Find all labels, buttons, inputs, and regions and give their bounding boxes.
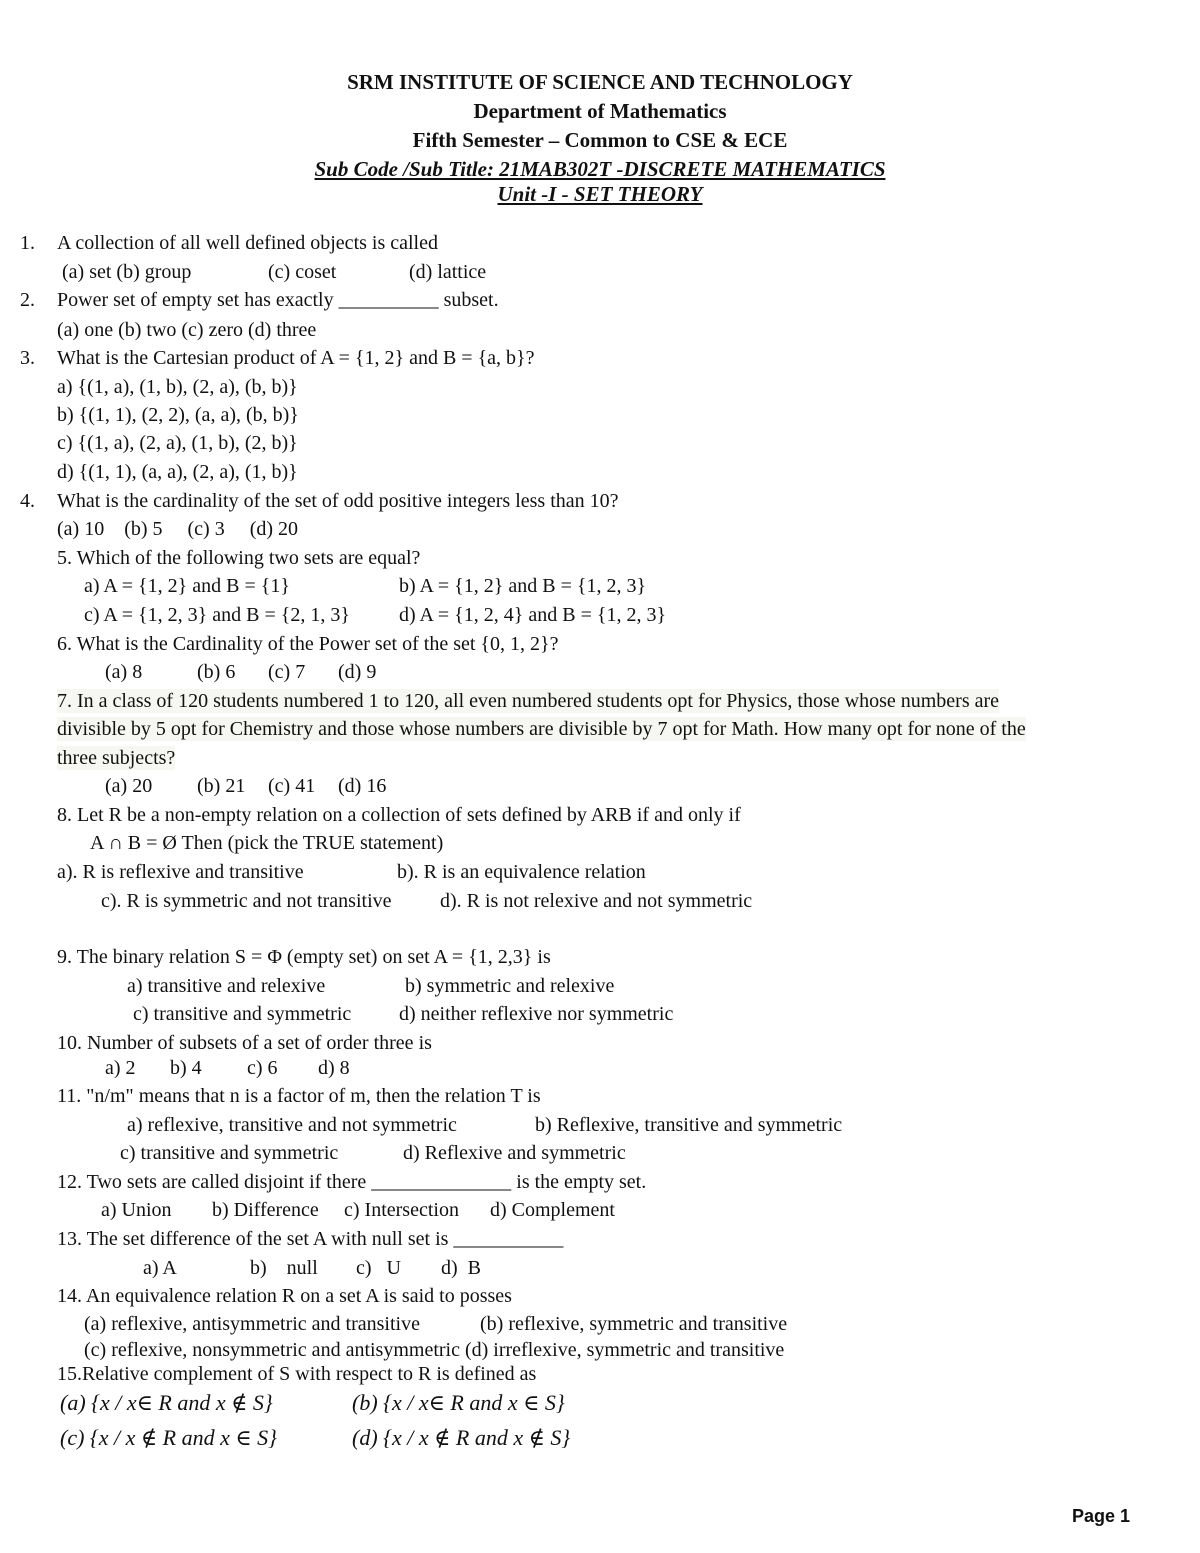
semester-title: Fifth Semester – Common to CSE & ECE bbox=[412, 128, 788, 152]
option: a) {(1, a), (1, b), (2, a), (b, b)} bbox=[57, 376, 298, 398]
option: d). R is not relexive and not symmetric bbox=[440, 890, 753, 912]
question-text: What is the cardinality of the set of odd positive integers less than 10? bbox=[57, 490, 619, 512]
option-row: (a) one (b) two (c) zero (d) three bbox=[57, 319, 317, 341]
option: (b) 21 bbox=[197, 775, 246, 797]
option: (a) 20 bbox=[105, 775, 153, 797]
option: a) A = {1, 2} and B = {1} bbox=[84, 575, 290, 597]
option: c) Intersection bbox=[344, 1199, 459, 1221]
option: a) transitive and relexive bbox=[127, 975, 326, 997]
option: (c) reflexive, nonsymmetric and antisymmetric (d) irreflexive, symmetric and transitive bbox=[84, 1339, 785, 1361]
option: c) 6 bbox=[247, 1057, 278, 1079]
institute-title: SRM INSTITUTE OF SCIENCE AND TECHNOLOGY bbox=[347, 70, 853, 94]
option: (c) {x / x ∉ R and x ∈ S} bbox=[60, 1425, 277, 1450]
option: (c) 41 bbox=[268, 775, 316, 797]
question-text: 7. In a class of 120 students numbered 1 to 120, all even numbered students opt for Physics, those whose numbers are bbox=[57, 690, 1000, 712]
option: a) Union bbox=[101, 1199, 172, 1221]
question-text: three subjects? bbox=[57, 747, 176, 769]
option: a) A bbox=[143, 1257, 177, 1279]
option: (d) {x / x ∉ R and x ∉ S} bbox=[352, 1425, 571, 1450]
question-text: A collection of all well defined objects is called bbox=[57, 232, 438, 254]
option: b) Difference bbox=[212, 1199, 319, 1221]
option: d) Complement bbox=[490, 1199, 615, 1221]
option: a). R is reflexive and transitive bbox=[57, 861, 304, 883]
option-row: (a) 10 (b) 5 (c) 3 (d) 20 bbox=[57, 518, 299, 540]
question-text: divisible by 5 opt for Chemistry and those whose numbers are divisible by 7 opt for Math. How many opt for none of the bbox=[57, 718, 1026, 740]
option: (b) {x / x∈ R and x ∈ S} bbox=[352, 1390, 565, 1415]
question-text: 11. "n/m" means that n is a factor of m, then the relation T is bbox=[57, 1085, 541, 1107]
option: d) A = {1, 2, 4} and B = {1, 2, 3} bbox=[399, 604, 667, 626]
option: c) A = {1, 2, 3} and B = {2, 1, 3} bbox=[84, 604, 350, 626]
option: (a) set (b) group bbox=[62, 261, 192, 283]
option: b) Reflexive, transitive and symmetric bbox=[535, 1114, 843, 1136]
question-text: 13. The set difference of the set A with null set is ___________ bbox=[57, 1228, 564, 1250]
option: b) {(1, 1), (2, 2), (a, a), (b, b)} bbox=[57, 404, 299, 426]
option: b) null bbox=[250, 1257, 318, 1279]
question-text: A ∩ B = Ø Then (pick the TRUE statement) bbox=[90, 832, 444, 854]
option: (c) coset bbox=[268, 261, 337, 283]
option: (b) 6 bbox=[197, 661, 236, 683]
option: d) 8 bbox=[318, 1057, 350, 1079]
option: a) 2 bbox=[105, 1057, 136, 1079]
option: c). R is symmetric and not transitive bbox=[101, 890, 392, 912]
option: c) transitive and symmetric bbox=[120, 1142, 339, 1164]
option: (c) 7 bbox=[268, 661, 306, 683]
subject-title: Sub Code /Sub Title: 21MAB302T -DISCRETE MATHEMATICS bbox=[314, 157, 886, 181]
question-number: 3. bbox=[20, 347, 35, 369]
option: (a) {x / x∈ R and x ∉ S} bbox=[60, 1390, 273, 1415]
option: (a) reflexive, antisymmetric and transitive bbox=[84, 1313, 420, 1335]
option: b) A = {1, 2} and B = {1, 2, 3} bbox=[399, 575, 647, 597]
question-text: 14. An equivalence relation R on a set A is said to posses bbox=[57, 1285, 512, 1307]
option: (d) 16 bbox=[338, 775, 387, 797]
page-number: Page 1 bbox=[1071, 1506, 1130, 1526]
question-number: 4. bbox=[20, 490, 35, 512]
question-text: Power set of empty set has exactly __________ subset. bbox=[57, 289, 499, 311]
department-title: Department of Mathematics bbox=[473, 99, 727, 123]
question-text: 5. Which of the following two sets are equal? bbox=[57, 547, 421, 569]
option: (a) 8 bbox=[105, 661, 143, 683]
unit-title: Unit -I - SET THEORY bbox=[497, 182, 703, 206]
question-text: 15.Relative complement of S with respect to R is defined as bbox=[57, 1363, 537, 1385]
option: d) {(1, 1), (a, a), (2, a), (1, b)} bbox=[57, 461, 298, 483]
question-text: 10. Number of subsets of a set of order three is bbox=[57, 1032, 432, 1054]
question-number: 1. bbox=[20, 232, 35, 254]
option: c) U bbox=[356, 1257, 401, 1279]
question-text: 6. What is the Cardinality of the Power set of the set {0, 1, 2}? bbox=[57, 633, 559, 655]
option: c) {(1, a), (2, a), (1, b), (2, b)} bbox=[57, 432, 298, 454]
option: (b) reflexive, symmetric and transitive bbox=[480, 1313, 788, 1335]
option: b). R is an equivalence relation bbox=[397, 861, 646, 883]
question-text: What is the Cartesian product of A = {1, 2} and B = {a, b}? bbox=[57, 347, 535, 369]
option: c) transitive and symmetric bbox=[133, 1003, 352, 1025]
option: b) symmetric and relexive bbox=[405, 975, 615, 997]
option: d) neither reflexive nor symmetric bbox=[399, 1003, 674, 1025]
option: (d) 9 bbox=[338, 661, 377, 683]
question-text: 9. The binary relation S = Φ (empty set) on set A = {1, 2,3} is bbox=[57, 946, 551, 968]
option: b) 4 bbox=[170, 1057, 202, 1079]
option: a) reflexive, transitive and not symmetric bbox=[127, 1114, 457, 1136]
question-number: 2. bbox=[20, 289, 35, 311]
question-text: 8. Let R be a non-empty relation on a collection of sets defined by ARB if and only if bbox=[57, 804, 741, 826]
question-text: 12. Two sets are called disjoint if there ______________ is the empty set. bbox=[57, 1171, 647, 1193]
option: (d) lattice bbox=[409, 261, 487, 283]
option: d) B bbox=[441, 1257, 481, 1279]
option: d) Reflexive and symmetric bbox=[403, 1142, 626, 1164]
